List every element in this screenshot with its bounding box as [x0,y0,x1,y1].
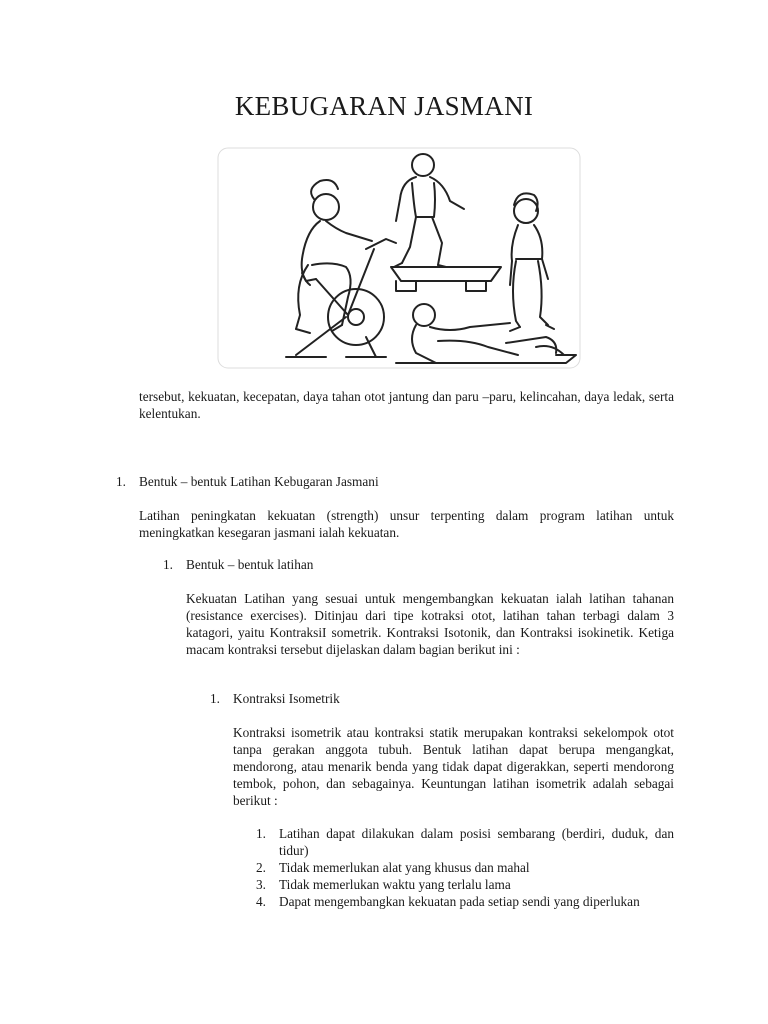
list-text: Tidak memerlukan waktu yang terlalu lama [279,877,511,892]
section-title: Bentuk – bentuk Latihan Kebugaran Jasmani [139,474,379,489]
section-2-body: Kekuatan Latihan yang sesuai untuk mengembangkan kekuatan ialah latihan tahanan (resistance exercises). Ditinjau dari tipe kotraksi otot, latihan tahan terbagi dalam 3 katagori, yaitu KontraksiI sometrik. Kontraksi Isotonik, dan Kontraksi isokinetik. Ketiga macam kontraksi tersebut dijelaskan dalam bagian berikut ini : [186,591,674,657]
step-figure [391,154,501,291]
section-3-body: Kontraksi isometrik atau kontraksi statik merupakan kontraksi sekelompok otot tanpa gerakan anggota tubuh. Bentuk latihan dapat berupa mengangkat, mendorong, atau menarik benda yang tidak dapat digerakkan, seperti mendorong tembok, pohon, dan sebagainya. Keuntungan latihan isometrik adalah sebagai berikut : [233,725,674,808]
list-number: 1. [256,826,266,841]
list-text: Tidak memerlukan alat yang khusus dan mahal [279,860,530,875]
list-number: 4. [256,894,266,909]
list-number: 2. [256,860,266,875]
cyclist-figure [286,180,396,357]
list-number: 3. [256,877,266,892]
section-number: 1. [210,691,220,706]
section-1-body: Latihan peningkatan kekuatan (strength) unsur terpenting dalam program latihan untuk meningkatkan kesegaran jasmani ialah kekuatan. [139,508,674,540]
section-title: Kontraksi Isometrik [233,691,340,706]
list-item [256,859,674,876]
advantages-list [256,825,674,910]
list-item [256,825,674,859]
section-number: 1. [116,474,126,489]
section-title: Bentuk – bentuk latihan [186,557,314,572]
walking-figure [510,193,554,331]
section-number: 1. [163,557,173,572]
exercise-illustration [216,147,582,371]
document-title: KEBUGARAN JASMANI [234,91,534,121]
intro-paragraph: tersebut, kekuatan, kecepatan, daya tahan otot jantung dan paru –paru, kelincahan, daya ledak, serta kelentukan. [139,389,674,421]
list-text: Latihan dapat dilakukan dalam posisi sembarang (berdiri, duduk, dan tidur) [279,826,674,858]
list-item [256,876,674,893]
list-text: Dapat mengembangkan kekuatan pada setiap sendi yang diperlukan [279,894,640,909]
list-item [256,893,674,910]
rowing-figure [396,304,576,363]
